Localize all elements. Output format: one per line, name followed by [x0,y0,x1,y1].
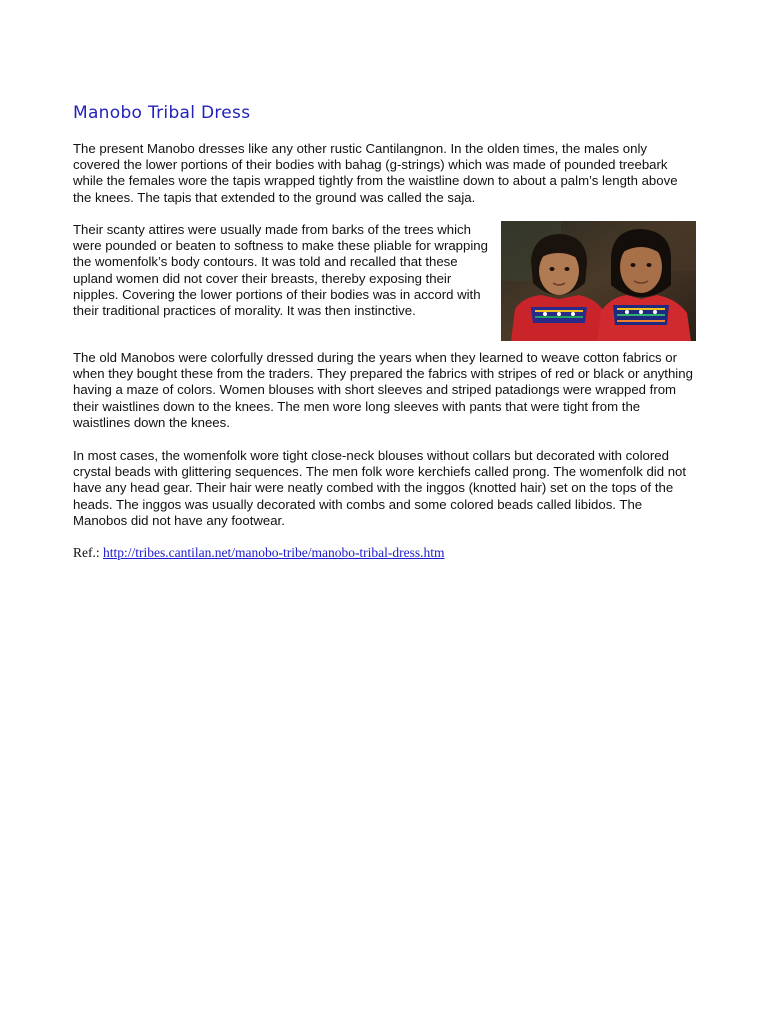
paragraph-womenfolk-blouses: In most cases, the womenfolk wore tight close-neck blouses without collars but decorated with colored crystal beads with glittering sequences. The men folk wore kerchiefs called prong. The womenfolk did not have any head gear. Their hair were neatly combed with the inggos (knotted hair) set on the tops of the heads. The inggos was usually decorated with combs and some colored beads called libidos. The Manobos did not have any footwear. [73,448,687,528]
reference-line [73,545,445,561]
paragraph-colorful-dress: The old Manobos were colorfully dressed during the years when they learned to weave cotton fabrics or when they bought these from the traders. They prepared the fabrics with stripes of red or black or anything having a maze of colors. Women blouses with short sleeves and striped patadiongs were wrapped from their waistlines down to the knees. The men wore long sleeves with pants that were tight from the waistlines down the knees. [73,350,693,430]
manobo-children-photo [501,221,696,341]
reference-link[interactable]: http://tribes.cantilan.net/manobo-tribe/manobo-tribal-dress.htm [103,545,445,560]
reference-label: Ref.: [73,545,100,560]
paragraph-attire: Their scanty attires were usually made from barks of the trees which were pounded or beaten to softness to make these pliable for wrapping the womenfolk’s body contours. It was told and recalled that these upland women did not cover their breasts, thereby exposing their nipples. Covering the lower portions of their bodies was in accord with their traditional practices of morality. It was then instinctive. [73,222,488,319]
page-title: Manobo Tribal Dress [73,103,251,123]
paragraph-intro: The present Manobo dresses like any other rustic Cantilangnon. In the olden times, the males only covered the lower portions of their bodies with bahag (g-strings) which was made of pounded treebark while the females wore the tapis wrapped tightly from the waistline down to about a palm’s length above the knees. The tapis that extended to the ground was called the saja. [73,141,678,205]
